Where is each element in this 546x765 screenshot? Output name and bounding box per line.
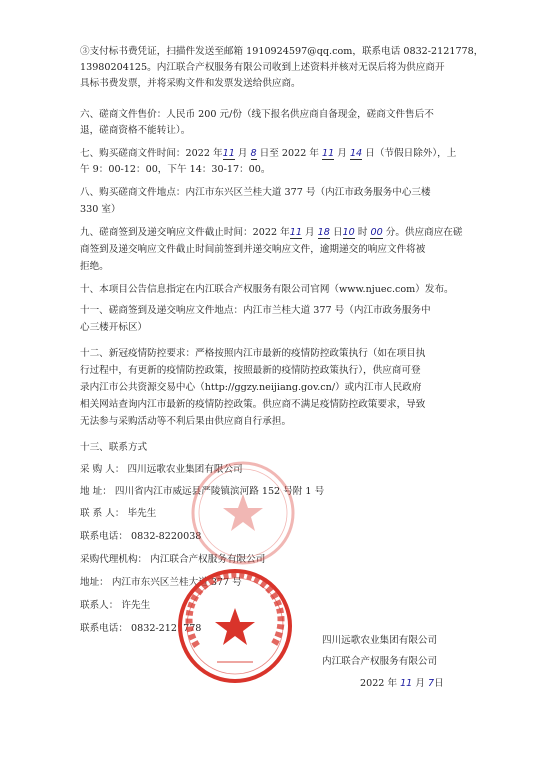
- signature-company-1: 四川远歌农业集团有限公司: [322, 635, 438, 646]
- section-11-line-1: 十一、磋商签到及递交响应文件地点：内江市兰桂大道 377 号（内江市政务服务中: [80, 305, 431, 316]
- s7-month-1: 11: [222, 148, 235, 159]
- section-12-line-1: 十二、新冠疫情防控要求：严格按照内江市最新的疫情防控政策执行（如在项目执: [80, 348, 426, 359]
- section-12-line-4: 相关网站查询内江市最新的疫情防控政策。供应商不满足疫情防控政策要求，导致: [80, 399, 426, 410]
- s9-mid-1: 月: [301, 227, 318, 238]
- s9-mid-3: 时: [354, 227, 371, 238]
- date-day: 7: [427, 678, 435, 689]
- contact-address: 地 址： 四川省内江市威远县严陵镇滨河路 152 号附 1 号: [80, 486, 325, 497]
- s7-day-1: 8: [250, 148, 257, 159]
- s7-day-2: 14: [349, 148, 363, 159]
- section-10-line: 十、本项目公告信息指定在内江联合产权服务有限公司官网（www.njuec.com）发布。: [80, 284, 454, 295]
- signature-date: [360, 677, 444, 690]
- s7-suffix: 日（节假日除外），上: [362, 148, 457, 159]
- s7-mid-3: 月: [334, 148, 350, 159]
- contact-phone: 联系电话： 0832-8220038: [80, 531, 202, 542]
- section-9-line-2: 商签到及递交响应文件截止时间前签到并递交响应文件，逾期递交的响应文件将被: [80, 244, 426, 255]
- s9-suffix: 分。供应商应在磋: [382, 227, 463, 238]
- section-12-line-3: 录内江市公共资源交易中心（http://ggzy.neijiang.gov.cn/）或内江市人民政府: [80, 382, 422, 393]
- section-6-line-2: 退，磋商资格不能转让）。: [80, 125, 191, 136]
- section-6-line-1: 六、磋商文件售价：人民币 200 元/份（线下报名供应商自备现金，磋商文件售后不: [80, 109, 434, 120]
- s9-minute: 00: [370, 227, 383, 238]
- s7-prefix: 七、购买磋商文件时间：2022 年: [80, 148, 223, 159]
- date-suffix: 日: [434, 678, 444, 689]
- payment-line-1: ③支付标书费凭证，扫描件发送至邮箱 1910924597@qq.com，联系电话 0832-2121778，: [80, 46, 484, 57]
- s7-month-2: 11: [322, 148, 335, 159]
- agency-address: 地址： 内江市东兴区兰桂大道 377 号: [80, 577, 242, 588]
- s9-prefix: 九、磋商签到及递交响应文件截止时间：2022 年: [80, 227, 290, 238]
- s9-month: 11: [289, 227, 302, 238]
- s7-mid-1: 月: [234, 148, 251, 159]
- s7-mid-2: 日至 2022 年: [256, 148, 323, 159]
- section-7-line-2: 午 9：00-12：00，下午 14：30-17：00。: [80, 164, 271, 175]
- payment-line-3: 具标书费发票，并将采购文件和发票发送给供应商。: [80, 78, 301, 89]
- payment-line-2: 13980204125。内江联合产权服务有限公司收到上述资料并核对无误后将为供应商开: [80, 62, 445, 73]
- section-9-line-3: 拒绝。: [80, 261, 109, 272]
- contact-person: 联 系 人： 毕先生: [80, 508, 157, 519]
- signature-company-2: 内江联合产权服务有限公司: [322, 656, 438, 667]
- s9-day: 18: [317, 227, 330, 238]
- s9-mid-2: 日: [329, 227, 343, 238]
- section-11-line-2: 心三楼开标区）: [80, 322, 148, 333]
- section-9-line-1: [80, 226, 463, 239]
- agency-company-seal-icon: [175, 566, 295, 686]
- date-prefix: 2022 年: [360, 678, 398, 689]
- section-8-line-1: 八、购买磋商文件地点：内江市东兴区兰桂大道 377 号（内江市政务服务中心三楼: [80, 187, 431, 198]
- section-13-heading: 十三、联系方式: [80, 442, 148, 453]
- section-7-line-1: [80, 147, 456, 160]
- buyer-company-seal-icon: [188, 458, 298, 568]
- contact-buyer: 采 购 人： 四川远歌农业集团有限公司: [80, 464, 243, 475]
- agency-name: 采购代理机构： 内江联合产权服务有限公司: [80, 554, 266, 565]
- s9-hour: 10: [342, 227, 355, 238]
- date-mid: 月: [412, 678, 428, 689]
- section-8-line-2: 330 室）: [80, 204, 121, 215]
- agency-phone: 联系电话： 0832-2121778: [80, 623, 202, 634]
- section-12-line-5: 无法参与采购活动等不利后果由供应商自行承担。: [80, 416, 292, 427]
- section-12-line-2: 行过程中，有更新的疫情防控政策，按照最新的疫情防控政策执行），供应商可登: [80, 365, 421, 376]
- agency-contact: 联系人： 许先生: [80, 600, 151, 611]
- date-month: 11: [400, 678, 413, 689]
